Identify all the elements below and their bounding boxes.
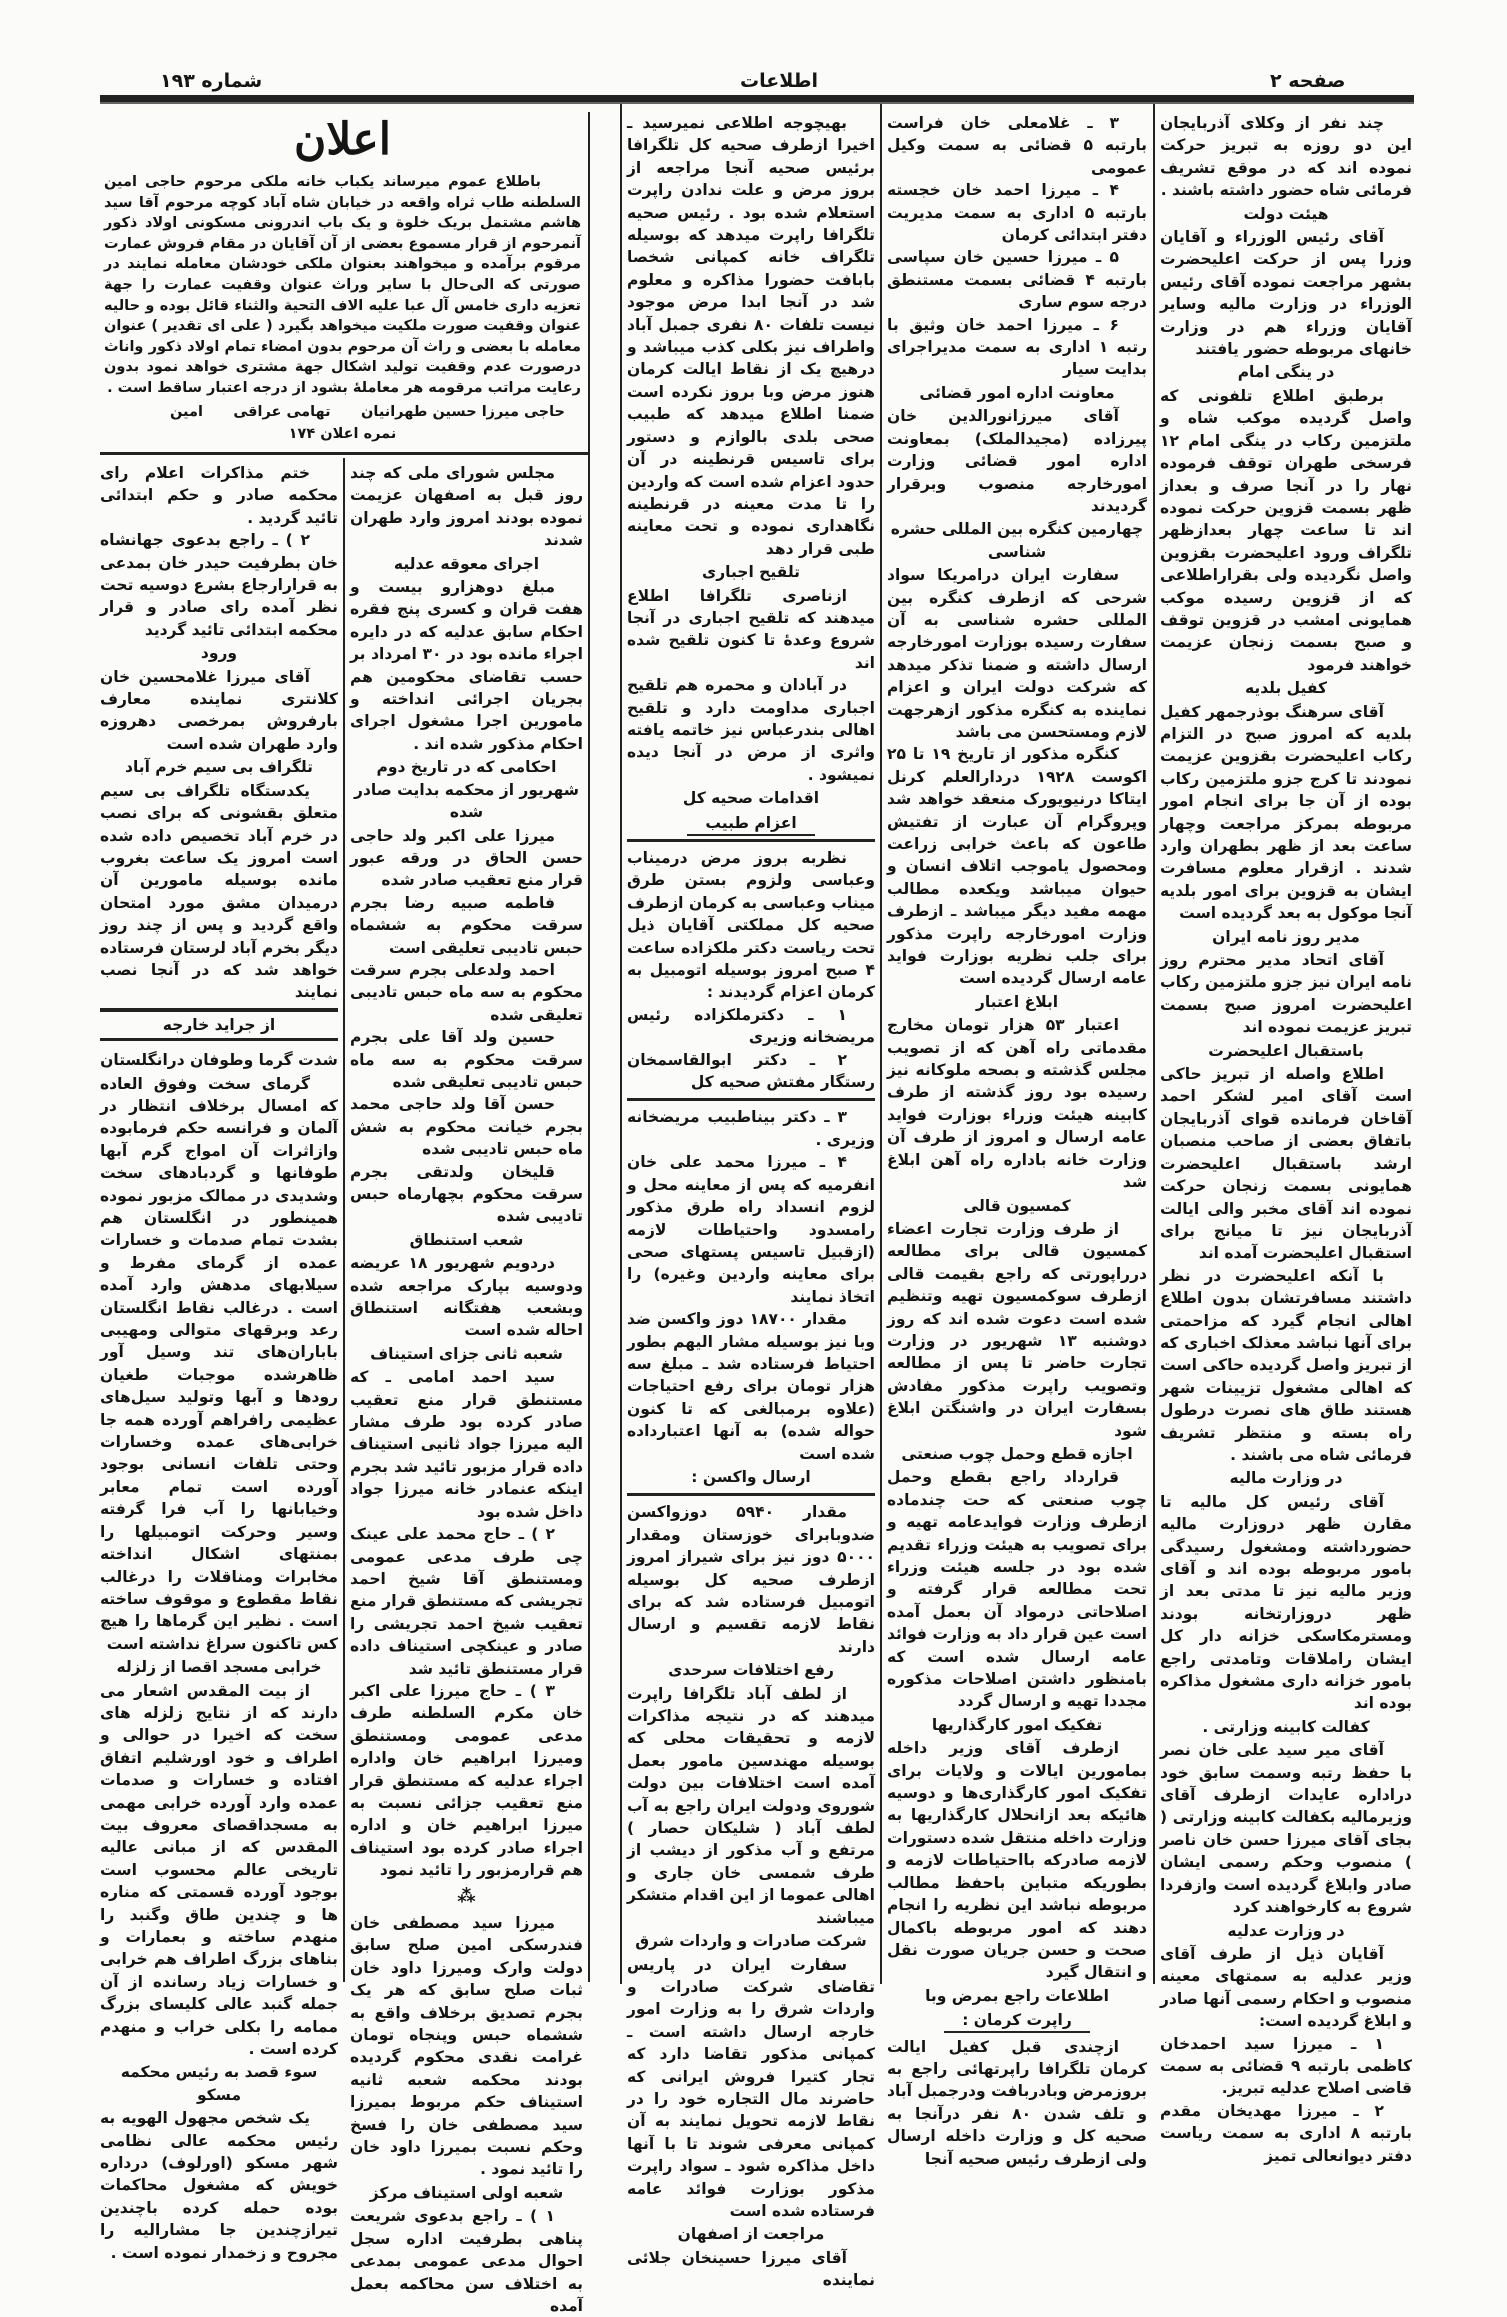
masthead-rule [100, 95, 1414, 104]
article-headline: اجازه قطع وحمل چوب صنعتی [901, 1444, 1133, 1463]
article-headline: احکامی که در تاریخ دوم شهریور از محکمه بدایت صادر شده [354, 758, 579, 822]
ad-signatures [170, 401, 565, 423]
ad-signature: امین [170, 403, 203, 420]
article-paragraph: مجلس شورای ملی که چند روز قبل به اصفهان عزیمت نموده بودند امروز وارد طهران شدند [350, 464, 583, 550]
article-paragraph: از لطف آباد تلگرافا راپرت میدهند که در نتیجه مذاکرات لازمه و تحقیقات محلی که بوسیله مهندسین مامور بعمل آمده است اختلافات بین دولت شوروی ودولت ایران راجع به آب لطف آباد ( شلیکان حصار ) مرتفع و آب مذکور از دیشب از طرف شمسی خان جاری و اهالی عموما از این اقدام متشکر میباشند [627, 1684, 875, 1927]
article-paragraph: ۳ ـ دکتر بیناطبیب مریضخانه وزیری . [627, 1108, 875, 1149]
article-paragraph: ۳ ) ـ حاج میرزا علی اکبر خان مکرم السلطنه طرف مدعی عمومی ومستنطق ومیرزا ابراهیم خان واداره اجراء عدلیه که مستنطق قرار منع تعقیب جزائی نسبت به میرزا ابراهیم خان و اداره اجراء صادر کرده بود استیناف هم قرارمزبور را تائید نمود [350, 1681, 583, 1880]
article-headline: هیئت دولت [1243, 204, 1329, 223]
article-headline: خرابی مسجد اقصا از زلزله [116, 1658, 322, 1677]
column-5 [100, 462, 338, 2264]
article-headline: باستقبال اعلیحضرت [1208, 1041, 1364, 1060]
article-headline: سوء قصد به رئیس محکمه مسکو [120, 2063, 318, 2104]
article-paragraph: سید احمد امامی ـ که مستنطق قرار منع تعقیب صادر کرده بود طرف مشار الیه میرزا جواد ثانیی استیناف داده قرار مزبور تائید شد بجرم اینکه عنمادر خانه میرزا جواد داخل شده بود [350, 1368, 583, 1521]
article-headline: رفع اختلافات سرحدی [668, 1661, 834, 1680]
article-paragraph: قرارداد راجع بقطع وحمل چوب صنعتی که حت چندماده ازطرف وزارت فوایدعامه تهیه و برای تصویب به هیئت وزراء تقدیم شده بود در جلسه هیئت وزراء تحت مطالعه قرار گرفته و اصلاحاتی درمواد آن بعمل آمده است عین قرار داد به وزارت فوائد عامه ارسال شده است که بامنظور داشتن اصلاحات مذکوره مجددا تهیه و ارسال گردد [887, 1468, 1147, 1711]
article-headline: در وزارت مالیه [1229, 1469, 1343, 1488]
article-paragraph: با آنکه اعلیحضرت در نظر داشتند مسافرتشان بدون اطلاع اهالی انجام گیرد که مزاحمتی برای آنها نباشد معذلک اخباری که از تبریز واصل گردیده حاکی است که اهالی مشغول تزیینات شهر هستند طاق های نصرت درطول راه بسته و منتظر تشریف فرمائی شاه می باشند . [1160, 1266, 1412, 1464]
article-paragraph: برطبق اطلاع تلفونی که واصل گردیده موکب شاه و ملتزمین رکاب در ینگی امام ۱۲ فرسخی طهران توقف فرموده نهار را در آنجا صرف و بعداز ظهر بسمت قزوین حرکت نموده اند تا ساعت چهار بعدازظهر تلگراف ورود اعلیحضرت بقزوین واصل نگردیده ولی بقراراطلاعی که از قزوین رسیده موکب همایونی امشب در قزوین توقف و صبح بسمت زنجان عزیمت خواهند فرمود [1160, 386, 1412, 674]
article-paragraph: یکدستگاه تلگراف بی سیم متعلق بقشونی که برای نصب در خرم آباد تخصیص داده شده است امروز یک ساعت بغروب مانده بوسیله مامورین آن درمیدان مشق مورد امتحان واقع گردید و پس از چند روز دیگر بخرم آباد لرستان فرستاده خواهد شد که در آنجا نصب نمایند [100, 781, 338, 1002]
ad-number: نمره اعلان ۱۷۴ [288, 425, 397, 442]
article-paragraph: مقدار ۵۹۴۰ دوزواکسن ضدوبابرای خوزستان ومقدار ۵۰۰۰ دوز نیز برای شیراز امروز ازطرف صحیه کل بوسیله اتومبیل فرستاده شد که برای نقاط لازمه تقسیم و ارسال دارند [627, 1503, 875, 1656]
article-paragraph: از بیت المقدس اشعار می دارند که از نتایج زلزله های سخت که اخیرا در حوالی و اطراف و خود اورشلیم اتفاق افتاده و خسارات و صدمات عمده وارد آورده خرابی مهمی به مسجداقصای معروف بیت المقدس که از مبانی عالیه تاریخی عالم محسوب است بوجود آورده قسمتی که مناره ها و چندین طاق وگنبد را منهدم ساخته و بعمارات و بناهای بزرگ اطراف هم خرابی و خسارات زیاد رسانده از آن جمله گنبد عالی کلیسای بزرگ ممامه را بکلی خراب و منهدم کرده است . [100, 1681, 338, 2059]
article-paragraph: آقای میرزا حسینخان جلائی نماینده [627, 2248, 875, 2290]
article-paragraph: ازچندی قبل کفیل ایالت کرمان تلگرافا راپرتهائی راجع به بروزمرض وبادربافت ودرجمبل آباد و تلف شدن ۸۰ نفر درآنجا به صحیه کل و وزارت داخله ارسال ولی ازطرف رئیس صحیه آنجا [887, 2037, 1147, 2168]
article-paragraph: مبلغ دوهزارو بیست و هفت قران و کسری پنج فقره احکام سابق عدلیه که در دایره اجراء مانده بود در ۳۰ امرداد بر حسب تقاضای محکومین هم بجریان اجرائی انداخته و مامورین اجرا مشغول اجرای احکام مذکور شده اند . [350, 578, 583, 753]
article-headline: اجرای معوقه عدلیه [393, 554, 540, 573]
article-headline: تلگراف بی سیم خرم آباد [124, 758, 313, 777]
ad-signature: حاجی میرزا حسین طهرانیان [361, 403, 565, 420]
article-headline: مراجعت از اصفهان [677, 2225, 825, 2244]
article-paragraph: آقای رئیس کل مالیه تا مقارن ظهر دروزارت مالیه حضورداشته ومشغول رسیدگی بامور مربوطه بوده اند و آقای وزیر مالیه نیز تا مدتی بعد از ظهر دروزارتخانه بودند ومسترمکاسکی خزانه دار کل ایشان راملاقات وتامدتی راجع بامور خزانه داری مشغول مذاکره بوده اند [1160, 1492, 1412, 1713]
article-paragraph: سفارت ایران در پاریس تقاضای شرکت صادرات و واردات شرق را به وزارت امور خارجه ارسال داشته است ـ کمپانی مذکور تقاضا دارد که تجار کتیرا فروش ایرانی که حاضرند مال التجاره خود را در نقاط لازمه تحویل نمایند به آن کمپانی معرفی شوند تا با آنها داخل مذاکره شود ـ سواد راپرت مذکور بوزارت فوائد عامه فرستاده شده است [627, 1955, 875, 2220]
article-headline: شعبه اولی استیناف مرکز [369, 2183, 564, 2202]
article-paragraph: آقای رئیس الوزراء و آقایان وزرا پس از حرکت اعلیحضرت بشهر مراجعت نموده آقای رئیس الوزراء در وزارت مالیه وسایر آقایان وزراء هم در وزارت خانهای مربوطه حضور یافتند [1160, 228, 1412, 359]
underlined-headline [627, 812, 875, 834]
article-headline: تفکیک امور کارگذاریها [931, 1715, 1103, 1734]
article-paragraph: احمد ولدعلی بجرم سرقت محکوم به سه ماه حبس تادیبی تعلیقی شده [350, 960, 583, 1024]
article-headline: مدیر روز نامه ایران [1212, 927, 1360, 946]
article-paragraph: کنگره مذکور از تاریخ ۱۹ تا ۲۵ اکوست ۱۹۲۸ دردارالعلم کرنل ایتاکا درنیویورک منعقد خواهد شد وپروگرام آن عبارت از تفتیش طاعون که باعث خرابی زراعت ومحصول یاموجب اتلاف انسان و حیوان میباشد ویکعده مطالب مهمه مفید دیگر میباشد ـ ازطرف وزارت امورخارجه راپرت مذکور برای جلب نظریه بوزارت فواید عامه ارسال گردیده است [887, 745, 1147, 988]
underlined-headline-text: اعزام طبیب [687, 814, 814, 836]
article-paragraph: ۱ ) ـ راجع بدعوی شریعت پناهی بطرفیت اداره سجل احوال مدعی عمومی بمدعی به اختلاف سن محاکمه بعمل آمده [350, 2207, 583, 2315]
column-2 [887, 112, 1147, 2170]
section-header: از جراید خارجه [100, 1008, 338, 1041]
article-paragraph: ۲ ـ میرزا مهدیخان مقدم بارتبه ۸ اداری به سمت ریاست دفتر دیوانعالی تمیز [1160, 2101, 1412, 2165]
ad-body: باطلاع عموم میرساند یکباب خانه ملکی مرحوم حاجی امین السلطنه طاب ثراه واقعه در خیابان شاه آباد کوچه مرحوم آقا سید هاشم مشتمل بریک خلوة و یک باب اندرونی مسکونی اولاد ذکور آنمرحوم از قرار مسموع بعضی از آن آقایان در مقام فروش عمارت مرقوم برآمده و میخواهند بعنوان ملکی خودشان معامله نمایند در صورتی که الی‌حال با سایر وراث عنوان وقفیت عمارت را جهة تعزیه داری خامس آل عبا علیه الاف التحیة والثناء قائل بوده و حالیه عنوان وقفیت صورت ملکیت میخواهد بگیرد ( علی ای تقدیر ) عنوان معامله با بعضی و راث آن مرحوم بدون امضاء تمام اولاد ذکور واناث درصورت عدم وقفیت تولید اشکال جهة مشتری خواهد نمود بدون رعایت مراتب مرقومه هر معاملهٔ بشود از درجه اعتبار ساقط است . [104, 174, 581, 396]
article-headline: کمسیون قالی [963, 1196, 1071, 1215]
article-paragraph: چند نفر از وکلای آذربایجان این دو روزه به تبریز حرکت نموده اند که در موقع تشریف فرمائی شاه حضور داشته باشند . [1160, 114, 1412, 200]
article-paragraph: مقدار ۱۸۷۰۰ دوز واکسن ضد وبا نیز بوسیله مشار الیهم بطور احتیاط فرستاده شد ـ مبلغ سه هزار تومان برای رفع احتیاجات (علاوه برمبالغی که تا کنون حواله شده) به آنها اعتبارداده شده است [627, 1310, 875, 1463]
article-paragraph: ۵ ـ میرزا حسین خان سپاسی بارتبه ۴ قضائی بسمت مستنطق درجه سوم ساری [887, 248, 1147, 312]
underlined-headline-text: راپرت کرمان : [944, 2011, 1090, 2033]
asterism-separator [350, 1886, 583, 1908]
ad-title: اعلان [293, 114, 392, 165]
article-paragraph: دردویم شهریور ۱۸ عریضه ودوسیه بپارک مراجعه شده وبشعب هفتگانه استنطاق احاله شده است [350, 1254, 583, 1340]
article-paragraph: حسن آقا ولد حاجی محمد بجرم خیانت محکوم به شش ماه حبس تادیبی شده [350, 1095, 583, 1159]
article-headline: اطلاعات راجع بمرض وبا [925, 1986, 1109, 2005]
section-rule [627, 1098, 875, 1101]
article-paragraph: ۴ ـ میرزا محمد علی خان انفرمیه که پس از معاینه محل و لزوم انسداد راه طرق مذکور رامسدود واحتیاطات لازمه (ازقبیل تاسیس پستهای صحی برای معاینه واردین وغیره) را اتخاذ نمایند [627, 1153, 875, 1306]
column-divider [1153, 104, 1155, 1984]
article-paragraph: ۶ ـ میرزا احمد خان وثیق با رتبه ۱ اداری به سمت مدیراجرای بدایت سیار [887, 315, 1147, 379]
article-paragraph: آقایان ذیل از طرف آقای وزیر عدلیه به سمتهای معینه منصوب و احکام رسمی آنها صادر و ابلاغ گردیده است: [1160, 1944, 1412, 2031]
article-paragraph: ۱ ـ دکترملکزاده رئیس مریضخانه وزیری [627, 1005, 875, 1047]
article-paragraph: فاطمه صبیه رضا بجرم سرقت محکوم به ششماه حبس تادیبی تعلیقی است [350, 893, 583, 957]
article-headline: شدت گرما وطوفان درانگلستان [100, 1051, 338, 1070]
article-paragraph: ازناصری تلگرافا اطلاع میدهند که تلقیح اجباری در آنجا شروع وعدهٔ تا کنون تلقیح شده اند [627, 586, 875, 672]
article-headline: در ینگی امام [1237, 363, 1335, 382]
article-paragraph: اعتبار ۵۳ هزار تومان مخارج مقدماتی راه آهن که از تصویب مجلس گذشته و بصحه ملوکانه نیز رسیده بود روز گذشته از طرف کابینه هیئت وزراء بوزارت فواید عامه ارسال و امروز از طرف آن وزارت خانه باداره راه آهن ابلاغ شد [887, 1016, 1147, 1192]
column-4 [350, 462, 583, 2317]
article-paragraph: ۳ ـ غلامعلی خان فراست بارتبه ۵ قضائی به سمت وکیل عمومی [887, 114, 1147, 177]
article-headline: کفیل بلدیه [1244, 679, 1328, 698]
article-paragraph: در آبادان و محمره هم تلقیح اجباری مداومت دارد و تلقیح اهالی بندرعباس نیز خاتمه یافته واثری از مرض در آنجا دیده نمیشود . [627, 676, 875, 784]
article-paragraph: از طرف وزارت تجارت اعضاء کمسیون قالی برای مطالعه درراپورتی که راجع بقیمت قالی ازطرف سوکمسیون تهیه وتنظیم شده است دعوت شده اند که روز دوشنبه ۱۳ شهریور در وزارت تجارت حاضر تا پس از مطالعه وتصویب راپرت مذکور مفادش بسفارت ایران در واشنگتن ابلاغ شود [887, 1219, 1147, 1440]
article-paragraph: ۴ ـ میرزا احمد خان خجسته بارتبه ۵ اداری به سمت مدیریت دفتر ابتدائی کرمان [887, 181, 1148, 245]
article-headline: شعب استنطاق [409, 1230, 524, 1249]
underlined-headline [887, 2009, 1147, 2031]
article-paragraph: آقای میرزا غلامحسین خان کلانتری نماینده معارف بارفروش بمرخصی دهروزه وارد طهران شده است [100, 667, 338, 753]
column-divider [620, 104, 622, 1984]
ad-signature: تهامی عراقی [233, 403, 331, 420]
article-paragraph: ۲ ) ـ راجع بدعوی جهانشاه خان بطرفیت حیدر خان بمدعی به قرارارجاع بشرع دوسیه تحت نظر آمده رای صادر و قرار محکمه ابتدائی تائید گردید [100, 531, 338, 639]
article-paragraph: اطلاع واصله از تبریز حاکی است آقای امیر لشکر احمد آقاخان فرمانده قوای آذربایجان باتفاق بعضی از صاحب منصبان ارشد باستقبال اعلیحضرت همایونی بسمت زنجان حرکت نموده اند آقای مخبر والی ایالت آذربایجان نیز تا میانج برای استقبال اعلیحضرت آمده اند [1160, 1065, 1412, 1263]
article-headline: در وزارت عدلیه [1227, 1921, 1345, 1940]
ad-bottom-rule [100, 452, 588, 455]
page-number: صفحه ۲ [1270, 70, 1346, 92]
column-3 [627, 112, 875, 2292]
article-paragraph: بهیچوجه اطلاعی نمیرسید ـ اخیرا ازطرف صحیه کل تلگرافا برئیس صحیه آنجا مراجعه از بروز مرض و علت ندادن راپرت استعلام شده بود . رئیس صحیه تلگرافا راپرت میدهد که بوسیله تلگراف خانه کمپانی شخصا بابافت حضورا مذاکره و معلوم شد در آنجا ابدا مرض موجود نیست تلفات ۸۰ نفری جمبل آباد واطراف نیز بکلی کذب میباشد و درهیچ یک از نقاط ایالت کرمان هنوز مرض وبا بروز نکرده است ضمنا اطلاع میدهد که طبیب صحی بلدی بالوازم و دستور برای تاسیس قرنطینه در آن حدود اعزام شده است که واردین را تا مدت معینه در قرنطینه نگاهداری نموده و تحت معاینه طبی قرار دهد [627, 114, 875, 558]
article-headline: شعبه ثانی جزای استیناف [370, 1344, 563, 1363]
article-headline: شرکت صادرات و واردات شرق [635, 1932, 867, 1951]
article-headline: تلقیح اجباری [702, 563, 800, 582]
column-divider [880, 104, 882, 1984]
article-headline: چهارمین کنگره بین المللی حشره شناسی [890, 520, 1144, 561]
article-headline: کفالت کابینه وزارتی . [1202, 1717, 1370, 1736]
article-paragraph: ۲ ) ـ حاج محمد علی عینک چی طرف مدعی عمومی ومستنطق آقا شیخ احمد تجریشی که مستنطق قرار منع تعقیب شیخ احمد تجریشی را صادر و عینکچی استیناف داده قرار مستنطق تائید شد [350, 1525, 583, 1678]
section-rule [627, 1493, 875, 1496]
article-paragraph: آقای میر سید علی خان نصر با حفظ رتبه وسمت سابق خود دراداره عایدات ازطرف آقای وزیرمالیه بکفالت کابینه وزارتی ( بجای آقای میرزا حسن خان ناصر ) منصوب وحکم رسمی ایشان صادر وابلاغ گردیده است وازفردا شروع به کارخواهند کرد [1160, 1741, 1412, 1917]
article-paragraph: آقای سرهنگ بوذرجمهر کفیل بلدیه که امروز صبح در التزام رکاب اعلیحضرت بقزوین عزیمت نمودند تا کرج جزو ملتزمین رکاب بوده از آن جا برای انجام امور مربوطه بمرکز مراجعت وچهار ساعت بعد از ظهر بطهران وارد شدند . ازقرار معلوم مسافرت ایشان به قزوین برای امور بلدیه آنجا موکول به بعد گردیده است [1160, 702, 1412, 923]
article-paragraph: آقای اتحاد مدیر محترم روز نامه ایران نیز جزو ملتزمین رکاب اعلیحضرت امروز صبح بسمت تبریز عزیمت نموده اند [1160, 951, 1412, 1037]
article-paragraph: ۱ ـ میرزا سید احمدخان کاظمی بارتبه ۹ قضائی به سمت قاضی اصلاح عدلیه تبریز. [1160, 2034, 1412, 2098]
article-paragraph: گرمای سخت وفوق العاده که امسال برخلاف انتظار در آلمان و فرانسه حکم فرمابوده وازاثرات آن امواج گرم آبها طوفانها و گردبادهای سخت وشدیدی در ممالک مزبور نموده همینطور در انگلستان هم بشدت تمام صدمات و خسارات عمده از گرمای مفرط و سیلابهای مدهش وارد آمده است . درغالب نقاط انگلستان رعد وبرقهای متوالی ومهیبی باباران‌های تند وسیل آور ظاهرشده موجبات طغیان رودها و آبها وتولید سیل‌های عظیمی رافراهم آورده همه جا خرابی‌های عمده وخسارات وحتی تلفات انسانی بوجود آورده است تمام معابر وخیابانها را آب فرا گرفته وسیر وحرکت اتومبیلها را بمنتهای اشکال انداخته مخابرات ومناقلات را درغالب نقاط مقطوع و موقوف ساخته است . نظیر این گرماها را هیچ کس تاکنون سراغ نداشته است [100, 1074, 338, 1653]
article-paragraph: سفارت ایران درامریکا سواد شرحی که ازطرف کنگره بین المللی حشره شناسی به آن سفارت رسیده بوزارت امورخارجه ارسال داشته و ضمنا تذکر میدهد که شرکت دولت ایران و اعزام نماینده به کنگره مذکور ازهرجهت لازم ومستحسن می باشد [887, 566, 1147, 741]
issue-number: شماره ۱۹۳ [160, 70, 263, 92]
article-paragraph: یک شخص مجهول الهویه به رئیس محکمه عالی نظامی شهر مسکو (اورلوف) درداره خویش که مشغول محاکمات بوده حمله کرده باچندین تیرازچندین جا مشارالیه را مجروح و زخمدار نموده است . [100, 2109, 338, 2262]
article-headline: ورود [200, 644, 238, 663]
article-headline: ابلاغ اعتبار [975, 992, 1059, 1011]
column-divider [343, 458, 345, 1982]
article-headline: اقدامات صحیه کل [682, 789, 820, 808]
article-paragraph: ۲ ـ دکتر ابوالقاسمخان رستگار مفتش صحیه کل [627, 1050, 875, 1092]
article-paragraph: قلیخان ولدتقی بجرم سرقت محکوم بچهارماه حبس تادیبی شده [350, 1162, 583, 1226]
article-paragraph: ختم مذاکرات اعلام رای محکمه صادر و حکم ابتدائی تائید گردید . [100, 464, 338, 527]
section-rule [627, 839, 875, 842]
article-paragraph: میرزا سید مصطفی خان فندرسکی امین صلح سابق دولت وارک ومیرزا داود خان ثبات صلح سابق که هر یک بجرم تصدیق برخلاف واقع به ششماه حبس وپنجاه تومان غرامت نقدی محکوم گردیده بودند محکمه شعبه ثانیه استیناف حکم مربوط بمیرزا سید مصطفی خان را فسخ وحکم نسبت بمیرزا داود خان را تائید نمود . [350, 1914, 583, 2179]
article-paragraph: میرزا علی اکبر ولد حاجی حسن الحاق در ورقه عبور قرار منع تعقیب صادر شده [350, 826, 583, 890]
article-paragraph: حسین ولد آقا علی بجرم سرقت محکوم به سه ماه حبس تادیبی تعلیقی شده [350, 1028, 583, 1091]
column-1 [1160, 112, 1412, 2167]
advertisement [100, 112, 585, 445]
article-headline: معاونت اداره امور قضائی [919, 383, 1115, 402]
article-paragraph: نظربه بروز مرض درمیناب وعباسی ولزوم بستن طرق میناب وعباسی به کرمان ازطرف صحیه کل مملکتی آقایان ذیل تحت ریاست دکتر ملکزاده ساعت ۴ صبح امروز بوسیله اتومبیل به کرمان اعزام گردیدند : [627, 849, 875, 1002]
article-paragraph: آقای میرزانورالدین خان پیرزاده (مجیدالملک) بمعاونت اداره امور قضائی وزارت امورخارجه منصوب وبرقرار گردیدند [887, 407, 1147, 515]
newspaper-title: اطلاعات [740, 70, 819, 92]
article-paragraph: ازطرف آقای وزیر داخله بمامورین ایالات و ولایات برای تفکیک امور کارگذاری‌ها و دوسیه هائیکه بعد ازانحلال کارگذاریها به وزارت داخله منتقل شده دستورات لازمه صادرکه بااحتیاطات لازمه و بطوریکه متباین باحفظ مطالب مربوطه نباشد این نظریه را انجام دهند که امور مربوطه باکمال صحت و حسن جریان صورت نقل و انتقال گیرد [887, 1739, 1147, 1982]
article-headline: ارسال واکسن : [691, 1467, 811, 1486]
column-divider [588, 112, 590, 1982]
